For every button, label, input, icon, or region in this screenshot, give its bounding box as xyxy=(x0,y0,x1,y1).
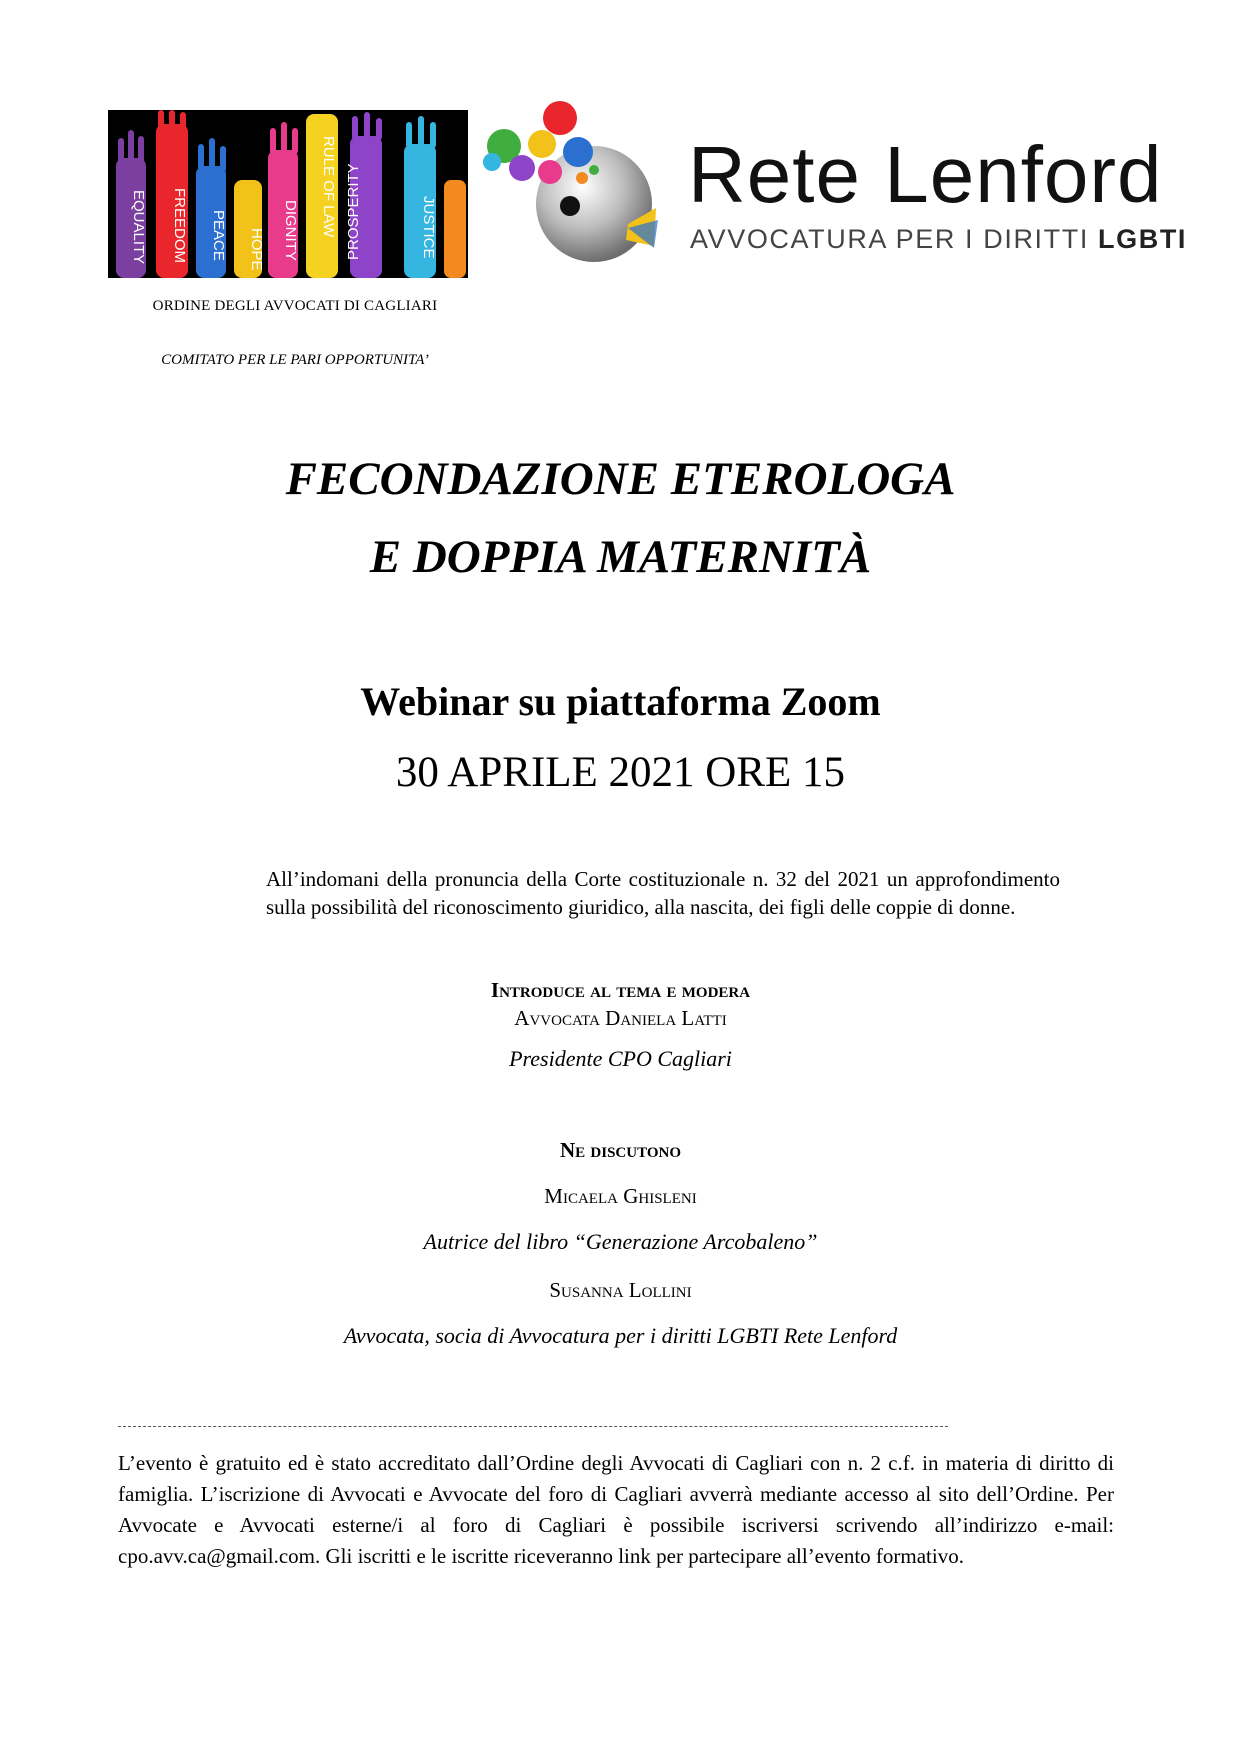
org-committee: COMITATO PER LE PARI OPPORTUNITA’ xyxy=(161,352,429,368)
svg-text:RULE OF LAW: RULE OF LAW xyxy=(320,136,337,238)
lenford-tagline xyxy=(690,224,1187,255)
speaker-role: Avvocata, socia di Avvocatura per i diritti LGBTI Rete Lenford xyxy=(343,1323,898,1348)
svg-text:PEACE: PEACE xyxy=(210,210,227,261)
moderator-role: Presidente CPO Cagliari xyxy=(509,1046,732,1071)
svg-text:FREEDOM: FREEDOM xyxy=(171,188,188,263)
discussants-heading: Ne discutono xyxy=(560,1138,681,1162)
lenford-tagline-main: AVVOCATURA PER I DIRITTI xyxy=(690,224,1099,254)
moderator-heading: Introduce al tema e modera xyxy=(490,978,751,1002)
speaker-name: Susanna Lollini xyxy=(549,1278,692,1302)
event-format: Webinar su piattaforma Zoom xyxy=(360,679,881,724)
org-name: ORDINE DEGLI AVVOCATI DI CAGLIARI xyxy=(152,298,438,314)
lenford-logo-mark xyxy=(478,96,678,266)
svg-text:EQUALITY: EQUALITY xyxy=(130,190,147,265)
event-intro: All’indomani della pronuncia della Corte costituzionale n. 32 del 2021 un approfondimento sulla possibilità del riconoscimento giuridico, alla nascita, dei figli delle coppie di donne. xyxy=(266,867,1060,919)
lenford-tagline-bold: LGBTI xyxy=(1098,224,1188,254)
moderator-name: Avvocata Daniela Latti xyxy=(514,1006,727,1030)
speaker-name: Micaela Ghisleni xyxy=(544,1184,697,1208)
footer-notice: L’evento è gratuito ed è stato accreditato dall’Ordine degli Avvocati di Cagliari con n. 2 c.f. in materia di diritto di famiglia. L’iscrizione di Avvocati e Avvocate del foro di Cagliari avverrà mediante accesso al sito dell’Ordine. Per Avvocate e Avvocati esterne/i al foro di Cagliari è possibile iscriversi scrivendo all’indirizzo e-mail: cpo.avv.ca@gmail.com. Gli iscritti e le iscritte riceveranno link per partecipare all’evento formativo. xyxy=(118,1451,1114,1568)
svg-text:PROSPERITY: PROSPERITY xyxy=(345,163,362,260)
hands-logo-image xyxy=(108,110,468,278)
speaker-role: Autrice del libro “Generazione Arcobaleno” xyxy=(423,1229,818,1254)
event-title-line-1: FECONDAZIONE ETEROLOGA xyxy=(285,453,956,505)
svg-text:DIGNITY: DIGNITY xyxy=(282,200,299,261)
svg-text:HOPE: HOPE xyxy=(248,228,265,271)
event-date: 30 APRILE 2021 ORE 15 xyxy=(395,749,846,796)
svg-text:JUSTICE: JUSTICE xyxy=(420,196,437,259)
lenford-name: Rete Lenford xyxy=(688,130,1163,219)
footer-divider xyxy=(118,1426,948,1427)
event-title-line-2: E DOPPIA MATERNITÀ xyxy=(369,531,872,583)
